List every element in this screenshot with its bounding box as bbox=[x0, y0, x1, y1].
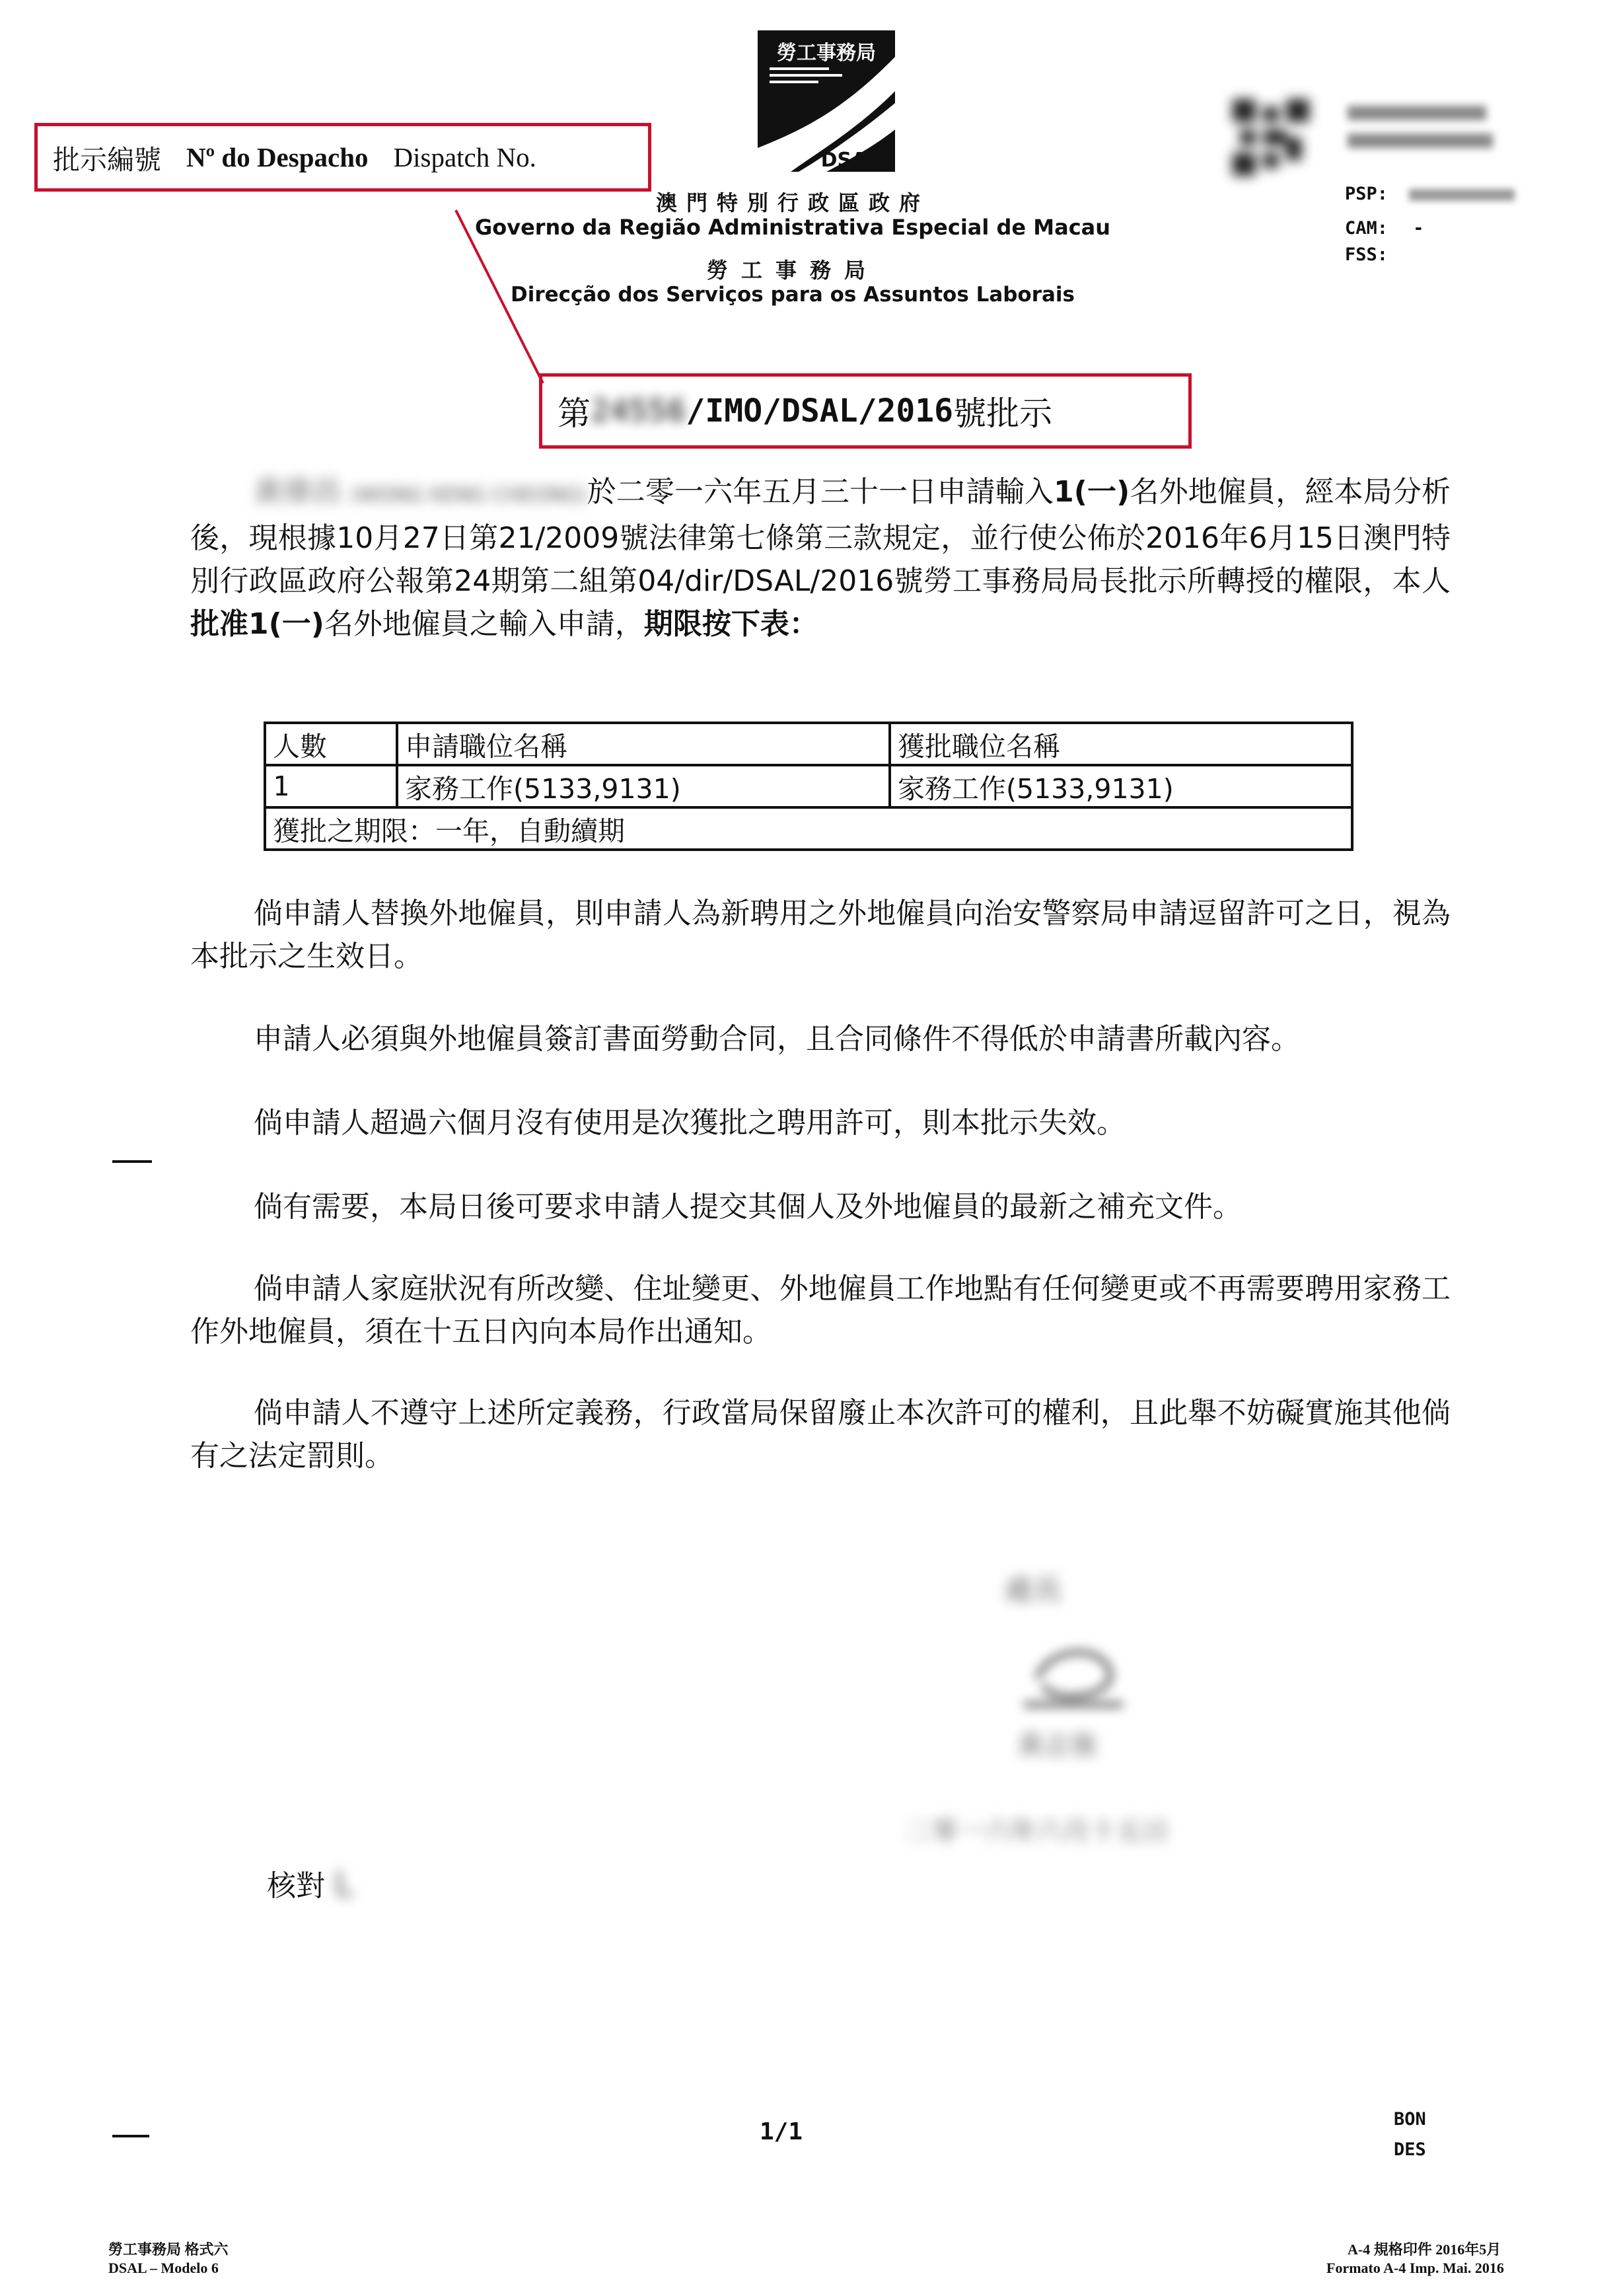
paragraph-documents bbox=[190, 1185, 1451, 1228]
paragraph-penalty bbox=[190, 1391, 1451, 1477]
print-format-pt: Formato A-4 Imp. Mai. 2016 bbox=[1326, 2260, 1504, 2276]
table-header-cell: 申請職位名稱 bbox=[397, 723, 890, 765]
dispatch-prefix: 第 bbox=[558, 394, 591, 433]
fss-label: FSS: bbox=[1345, 244, 1388, 265]
paragraph-expiry bbox=[190, 1101, 1451, 1144]
paragraph-text: 倘申請人家庭狀況有所改變、住址變更、外地僱員工作地點有任何變更或不再需要聘用家務工作外地僱員，須在十五日內向本局作出通知。 bbox=[190, 1272, 1451, 1349]
government-name-zh: 澳門特別行政區政府 bbox=[655, 190, 929, 215]
table-cell: 家務工作(5133,9131) bbox=[890, 765, 1352, 807]
form-model-pt: DSAL – Modelo 6 bbox=[108, 2260, 219, 2276]
paragraph-text: 期限按下表： bbox=[643, 607, 818, 641]
department-name-zh: 勞工事務局 bbox=[706, 258, 879, 283]
paragraph-text: 倘申請人超過六個月沒有使用是次獲批之聘用許可，則本批示失效。 bbox=[254, 1106, 1126, 1140]
psp-field bbox=[1345, 184, 1515, 204]
dispatch-number-redacted: 24556 bbox=[591, 392, 686, 429]
signature-mark bbox=[1011, 1632, 1130, 1731]
table-period-row bbox=[265, 807, 1352, 850]
approval-period: 獲批之期限：一年，自動續期 bbox=[265, 807, 1352, 850]
paragraph-replacement bbox=[190, 892, 1451, 978]
form-model-zh: 勞工事務局 格式六 bbox=[108, 2241, 229, 2258]
table-header-cell: 人數 bbox=[265, 723, 397, 765]
paragraph-notification bbox=[190, 1267, 1451, 1353]
logo-bottom-text: DSAL bbox=[820, 149, 880, 172]
table-cell: 1 bbox=[265, 765, 397, 807]
paragraph-text: 名外地僱員之輸入申請， bbox=[324, 607, 644, 641]
psp-redacted bbox=[1409, 189, 1515, 201]
verified-by bbox=[267, 1862, 353, 1904]
signatory-name-redacted: 黃志強 bbox=[1017, 1730, 1097, 1761]
paragraph-text: 倘申請人不遵守上述所定義務，行政當局保留廢止本次許可的權利，且此舉不妨礙實施其他倘有之法定罰則。 bbox=[190, 1396, 1451, 1473]
paragraph-text: 1(一) bbox=[1054, 475, 1130, 509]
paragraph-text: 於二零一六年五月三十一日申請輸入 bbox=[587, 475, 1054, 509]
paragraph-contract bbox=[190, 1018, 1451, 1060]
redacted-reference-line bbox=[1348, 133, 1493, 148]
dispatch-number bbox=[539, 373, 1192, 449]
table-cell: 家務工作(5133,9131) bbox=[397, 765, 890, 807]
verified-label: 核對 bbox=[267, 1869, 325, 1903]
footer-mark bbox=[112, 2135, 149, 2137]
applicant-name-en-redacted: (WONG KENG CHEONG) bbox=[350, 484, 587, 507]
margin-mark bbox=[112, 1160, 152, 1163]
approval-table bbox=[264, 722, 1353, 851]
qr-code bbox=[1233, 99, 1309, 176]
table-header-cell: 獲批職位名稱 bbox=[890, 723, 1352, 765]
annotation-label-en: Dispatch No. bbox=[393, 142, 536, 172]
footer-code-1: BON bbox=[1394, 2109, 1426, 2129]
cam-label: CAM: bbox=[1345, 218, 1388, 239]
table-header-row bbox=[265, 723, 1352, 765]
paragraph-text: 名外地僱員，經本局分析後，現根據10月27日第21/2009號法律第七條第三款規定，並行使公佈於2016年6月15日澳門特別行政區政府公報第24期第二組第04/dir/DSAL/2016號勞工事務局局長批示所轉授的權限，本人 bbox=[190, 475, 1451, 598]
print-format-zh: A-4 規格印件 2016年5月 bbox=[1348, 2241, 1501, 2258]
table-row bbox=[265, 765, 1352, 807]
paragraph-text: 申請人必須與外地僱員簽訂書面勞動合同，且合同條件不得低於申請書所載內容。 bbox=[254, 1022, 1300, 1056]
paragraph-text: 倘有需要，本局日後可要求申請人提交其個人及外地僱員的最新之補充文件。 bbox=[254, 1190, 1242, 1224]
redacted-reference-line bbox=[1348, 106, 1486, 120]
paragraph-text: 批准1(一) bbox=[190, 607, 324, 641]
footer-code-2: DES bbox=[1394, 2139, 1426, 2160]
fss-field bbox=[1345, 244, 1388, 265]
logo-top-text: 勞工事務局 bbox=[777, 42, 876, 65]
government-name-pt: Governo da Região Administrativa Especial de Macau bbox=[474, 215, 1111, 240]
paragraph-text: 倘申請人替換外地僱員，則申請人為新聘用之外地僱員向治安警察局申請逗留許可之日，視為本批示之生效日。 bbox=[190, 897, 1451, 973]
verifier-initial-redacted: L bbox=[334, 1865, 353, 1904]
department-name-pt: Direcção dos Serviços para os Assuntos Laborais bbox=[510, 283, 1075, 307]
paragraph-approval bbox=[190, 470, 1451, 646]
dispatch-suffix: 號批示 bbox=[953, 394, 1053, 433]
signature-date-redacted: 二零一六年六月十五日 bbox=[905, 1816, 1169, 1847]
page-number: 1/1 bbox=[760, 2118, 803, 2145]
psp-label: PSP: bbox=[1345, 184, 1388, 204]
annotation-label-pt: Nº do Despacho bbox=[186, 142, 369, 172]
applicant-name-redacted: 黃偉昌 bbox=[254, 475, 342, 509]
dispatch-code: /IMO/DSAL/2016 bbox=[686, 392, 954, 429]
cam-field bbox=[1345, 218, 1424, 239]
dsal-logo bbox=[758, 30, 895, 172]
cam-value: - bbox=[1413, 218, 1424, 239]
signatory-title-redacted: 處長 bbox=[1004, 1573, 1062, 1607]
annotation-label-zh: 批示編號 bbox=[53, 144, 161, 175]
